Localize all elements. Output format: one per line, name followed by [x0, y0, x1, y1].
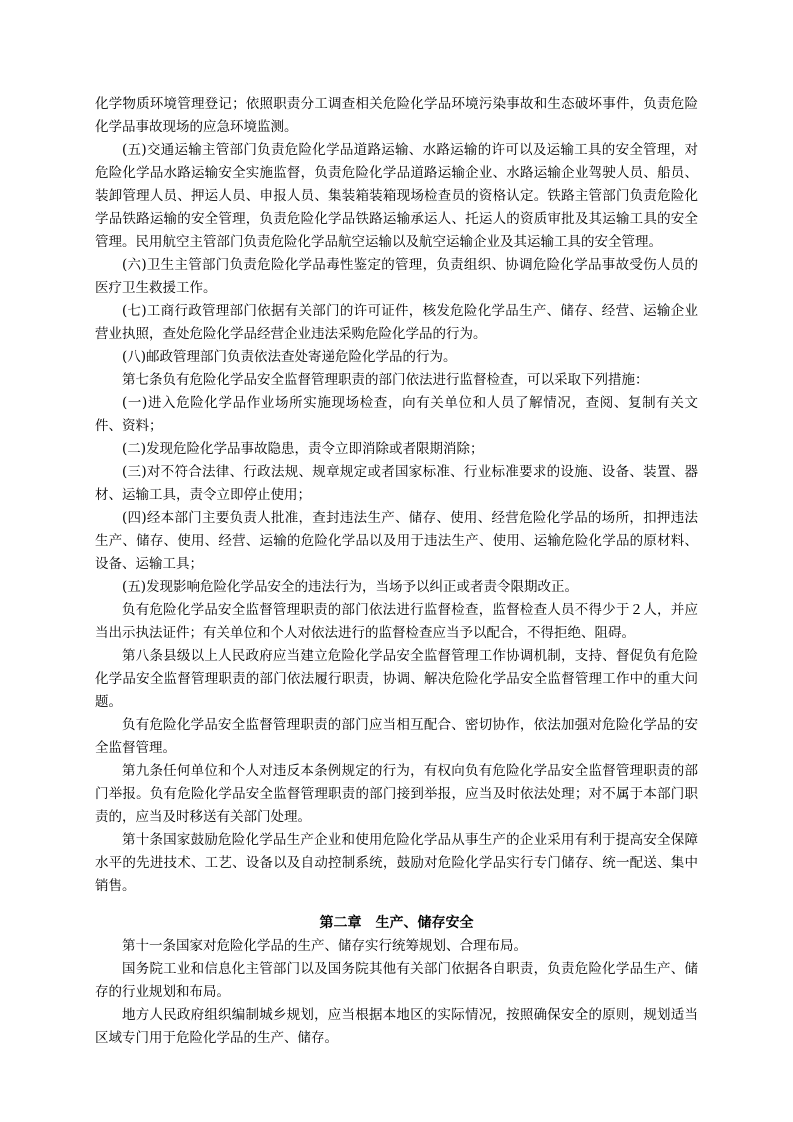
paragraph: 负有危险化学品安全监督管理职责的部门依法进行监督检查，监督检查人员不得少于２人，并应当出示执法证件；有关单位和个人对依法进行的监督检查应当予以配合，不得拒绝、阻碍。: [95, 602, 698, 641]
chapter-one-continued-section: [95, 93, 698, 898]
paragraph: (八)邮政管理部门负责依法查处寄递危险化学品的行为。: [122, 349, 457, 365]
document-page: [95, 93, 698, 1050]
paragraph: 第十一条国家对危险化学品的生产、储存实行统筹规划、合理布局。: [122, 938, 527, 954]
paragraph: (二)发现危险化学品事故隐患，责令立即消除或者限期消除；: [122, 441, 484, 457]
paragraph: (四)经本部门主要负责人批准，查封违法生产、储存、使用、经营危险化学品的场所，扣押违法生产、储存、使用、经营、运输的危险化学品以及用于违法生产、使用、运输危险化学品的原材料、设备、运输工具；: [95, 510, 698, 572]
chapter-two-section: [95, 935, 698, 1050]
paragraph: 第八条县级以上人民政府应当建立危险化学品安全监督管理工作协调机制，支持、督促负有危险化学品安全监督管理职责的部门依法履行职责，协调、解决危险化学品安全监督管理工作中的重大问题。: [95, 648, 698, 710]
chapter-title: 第二章 生产、储存安全: [319, 915, 474, 931]
paragraph: 第七条负有危险化学品安全监督管理职责的部门依法进行监督检查，可以采取下列措施：: [122, 372, 649, 388]
paragraph: (三)对不符合法律、行政法规、规章规定或者国家标准、行业标准要求的设施、设备、装置、器材、运输工具，责令立即停止使用；: [95, 464, 698, 503]
paragraph: (五)交通运输主管部门负责危险化学品道路运输、水路运输的许可以及运输工具的安全管理，对危险化学品水路运输安全实施监督，负责危险化学品道路运输企业、水路运输企业驾驶人员、船员、装卸管理人员、押运人员、申报人员、集装箱装箱现场检查员的资格认定。铁路主管部门负责危险化学品铁路运输的安全管理，负责危险化学品铁路运输承运人、托运人的资质审批及其运输工具的安全管理。民用航空主管部门负责危险化学品航空运输以及航空运输企业及其运输工具的安全管理。: [95, 142, 698, 250]
paragraph: (六)卫生主管部门负责危险化学品毒性鉴定的管理，负责组织、协调危险化学品事故受伤人员的医疗卫生救援工作。: [95, 257, 698, 296]
paragraph: (五)发现影响危险化学品安全的违法行为，当场予以纠正或者责令限期改正。: [122, 579, 579, 595]
paragraph: 第九条任何单位和个人对违反本条例规定的行为，有权向负有危险化学品安全监督管理职责的部门举报。负有危险化学品安全监督管理职责的部门接到举报，应当及时依法处理；对不属于本部门职责的，应当及时移送有关部门处理。: [95, 763, 698, 825]
paragraph: 国务院工业和信息化主管部门以及国务院其他有关部门依据各自职责，负责危险化学品生产、储存的行业规划和布局。: [95, 961, 698, 1000]
paragraph: 地方人民政府组织编制城乡规划，应当根据本地区的实际情况，按照确保安全的原则，规划适当区域专门用于危险化学品的生产、储存。: [95, 1007, 698, 1046]
paragraph: (一)进入危险化学品作业场所实施现场检查，向有关单位和人员了解情况，查阅、复制有关文件、资料；: [95, 395, 698, 434]
paragraph: 第十条国家鼓励危险化学品生产企业和使用危险化学品从事生产的企业采用有利于提高安全保障水平的先进技术、工艺、设备以及自动控制系统，鼓励对危险化学品实行专门储存、统一配送、集中销售。: [95, 832, 698, 894]
paragraph: (七)工商行政管理部门依据有关部门的许可证件，核发危险化学品生产、储存、经营、运输企业营业执照，查处危险化学品经营企业违法采购危险化学品的行为。: [95, 303, 698, 342]
paragraph: 化学物质环境管理登记；依照职责分工调查相关危险化学品环境污染事故和生态破坏事件，负责危险化学品事故现场的应急环境监测。: [95, 96, 698, 135]
paragraph: 负有危险化学品安全监督管理职责的部门应当相互配合、密切协作，依法加强对危险化学品的安全监督管理。: [95, 717, 698, 756]
